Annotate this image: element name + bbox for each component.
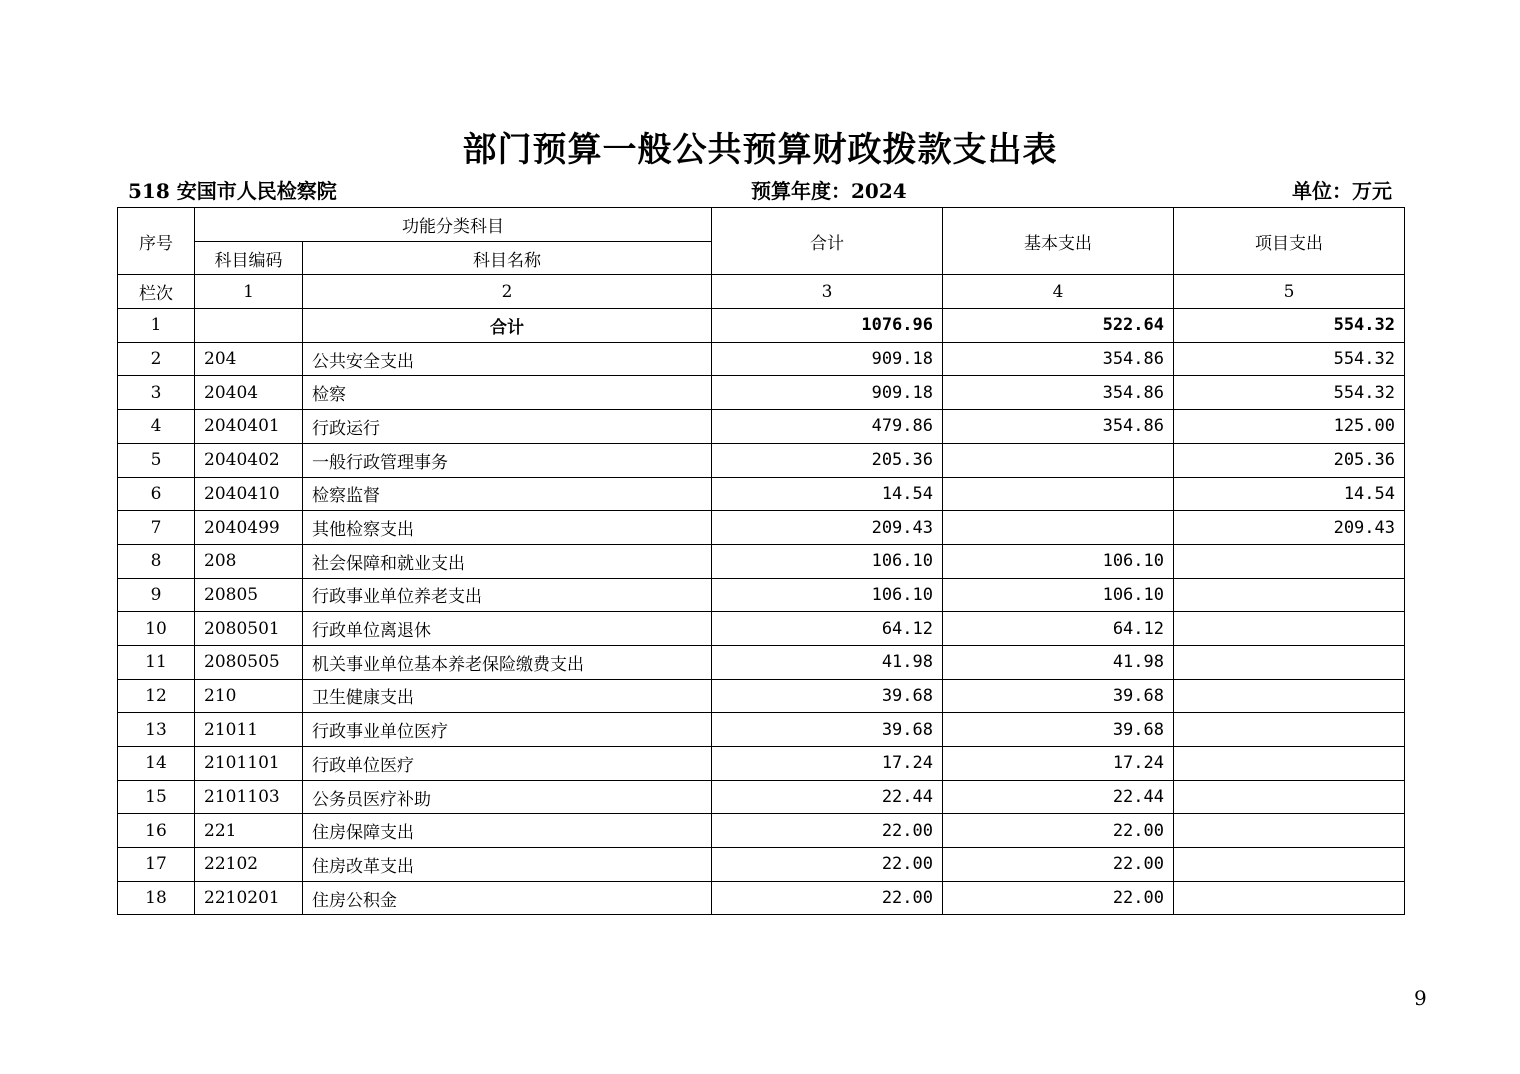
row-seq: 16 (118, 814, 195, 848)
header-project: 项目支出 (1174, 208, 1405, 275)
row-project (1174, 881, 1405, 915)
row-basic (943, 511, 1174, 545)
total-row (118, 309, 1405, 343)
row-basic: 354.86 (943, 342, 1174, 376)
table-row (118, 645, 1405, 679)
table-row (118, 477, 1405, 511)
row-subject-code: 2040499 (195, 511, 303, 545)
header-row-1 (118, 208, 1405, 242)
row-project: 209.43 (1174, 511, 1405, 545)
row-basic: 17.24 (943, 747, 1174, 781)
unit-label: 单位：万元 (1292, 179, 1392, 203)
table-row (118, 612, 1405, 646)
row-basic: 39.68 (943, 679, 1174, 713)
row-subject-name: 机关事业单位基本养老保险缴费支出 (303, 645, 712, 679)
row-project (1174, 747, 1405, 781)
row-total: 1076.96 (712, 309, 943, 343)
row-seq: 3 (118, 376, 195, 410)
row-subject-code: 20404 (195, 376, 303, 410)
row-total: 22.00 (712, 848, 943, 882)
row-subject-name: 社会保障和就业支出 (303, 544, 712, 578)
row-project (1174, 814, 1405, 848)
table-row (118, 376, 1405, 410)
row-basic: 64.12 (943, 612, 1174, 646)
table-row (118, 747, 1405, 781)
table-row (118, 713, 1405, 747)
row-project (1174, 578, 1405, 612)
row-subject-code: 2210201 (195, 881, 303, 915)
row-seq: 6 (118, 477, 195, 511)
row-total: 22.44 (712, 780, 943, 814)
row-total: 106.10 (712, 578, 943, 612)
row-project (1174, 544, 1405, 578)
row-project: 554.32 (1174, 309, 1405, 343)
row-subject-name: 住房公积金 (303, 881, 712, 915)
row-basic (943, 477, 1174, 511)
row-basic: 41.98 (943, 645, 1174, 679)
row-seq: 15 (118, 780, 195, 814)
row-project: 125.00 (1174, 410, 1405, 444)
table-row (118, 814, 1405, 848)
row-total: 14.54 (712, 477, 943, 511)
row-seq: 2 (118, 342, 195, 376)
row-subject-code (195, 309, 303, 343)
column-number-4: 4 (943, 275, 1174, 309)
row-basic: 106.10 (943, 544, 1174, 578)
row-project (1174, 780, 1405, 814)
budget-year: 预算年度：2024 (751, 179, 907, 203)
row-basic: 22.00 (943, 814, 1174, 848)
row-project: 554.32 (1174, 342, 1405, 376)
row-basic: 354.86 (943, 376, 1174, 410)
row-total: 209.43 (712, 511, 943, 545)
table-row (118, 881, 1405, 915)
row-basic: 22.00 (943, 881, 1174, 915)
table-row (118, 544, 1405, 578)
document-title: 部门预算一般公共预算财政拨款支出表 (462, 130, 1058, 170)
row-seq: 14 (118, 747, 195, 781)
header-subject-code: 科目编码 (195, 241, 303, 275)
row-seq: 5 (118, 443, 195, 477)
table-row (118, 410, 1405, 444)
row-basic: 522.64 (943, 309, 1174, 343)
table-row (118, 443, 1405, 477)
row-subject-code: 22102 (195, 848, 303, 882)
row-seq: 7 (118, 511, 195, 545)
column-number-2: 2 (303, 275, 712, 309)
row-total: 909.18 (712, 342, 943, 376)
row-subject-code: 221 (195, 814, 303, 848)
row-total: 39.68 (712, 713, 943, 747)
column-number-1: 1 (195, 275, 303, 309)
table-row (118, 848, 1405, 882)
row-total: 205.36 (712, 443, 943, 477)
row-seq: 1 (118, 309, 195, 343)
column-number-3: 3 (712, 275, 943, 309)
row-seq: 18 (118, 881, 195, 915)
row-project (1174, 612, 1405, 646)
row-project: 554.32 (1174, 376, 1405, 410)
header-subject-name: 科目名称 (303, 241, 712, 275)
row-project (1174, 713, 1405, 747)
row-project (1174, 679, 1405, 713)
row-basic: 354.86 (943, 410, 1174, 444)
row-subject-name: 行政单位医疗 (303, 747, 712, 781)
row-basic: 106.10 (943, 578, 1174, 612)
row-subject-name: 住房保障支出 (303, 814, 712, 848)
row-total: 22.00 (712, 881, 943, 915)
row-seq: 12 (118, 679, 195, 713)
row-subject-code: 21011 (195, 713, 303, 747)
table-row (118, 780, 1405, 814)
row-basic: 22.00 (943, 848, 1174, 882)
header-seq: 序号 (118, 208, 195, 275)
row-subject-name: 卫生健康支出 (303, 679, 712, 713)
row-basic: 39.68 (943, 713, 1174, 747)
table-row (118, 342, 1405, 376)
row-subject-name: 住房改革支出 (303, 848, 712, 882)
row-total: 22.00 (712, 814, 943, 848)
row-subject-code: 2040402 (195, 443, 303, 477)
row-seq: 4 (118, 410, 195, 444)
row-subject-name: 公共安全支出 (303, 342, 712, 376)
unit-name: 518 安国市人民检察院 (128, 179, 337, 203)
row-total: 39.68 (712, 679, 943, 713)
header-total: 合计 (712, 208, 943, 275)
row-subject-code: 20805 (195, 578, 303, 612)
table-row (118, 679, 1405, 713)
row-subject-name: 行政事业单位医疗 (303, 713, 712, 747)
row-subject-name: 检察 (303, 376, 712, 410)
page-number: 9 (1414, 986, 1427, 1010)
table-row (118, 511, 1405, 545)
row-subject-code: 204 (195, 342, 303, 376)
row-subject-name: 行政运行 (303, 410, 712, 444)
row-total: 64.12 (712, 612, 943, 646)
row-subject-name: 公务员医疗补助 (303, 780, 712, 814)
column-number-5: 5 (1174, 275, 1405, 309)
row-seq: 17 (118, 848, 195, 882)
column-number-row (118, 275, 1405, 309)
row-seq: 10 (118, 612, 195, 646)
budget-table (117, 207, 1405, 915)
row-total: 479.86 (712, 410, 943, 444)
row-project: 14.54 (1174, 477, 1405, 511)
row-total: 106.10 (712, 544, 943, 578)
row-subject-name: 其他检察支出 (303, 511, 712, 545)
row-basic (943, 443, 1174, 477)
column-number-label: 栏次 (118, 275, 195, 309)
row-seq: 11 (118, 645, 195, 679)
row-subject-code: 2101101 (195, 747, 303, 781)
row-total: 17.24 (712, 747, 943, 781)
row-project (1174, 848, 1405, 882)
row-subject-name: 合计 (303, 309, 712, 343)
row-subject-code: 2040410 (195, 477, 303, 511)
row-seq: 8 (118, 544, 195, 578)
row-subject-code: 2080505 (195, 645, 303, 679)
row-project (1174, 645, 1405, 679)
header-basic: 基本支出 (943, 208, 1174, 275)
row-subject-code: 2080501 (195, 612, 303, 646)
row-project: 205.36 (1174, 443, 1405, 477)
row-subject-name: 行政单位离退休 (303, 612, 712, 646)
row-subject-name: 检察监督 (303, 477, 712, 511)
header-function-category: 功能分类科目 (195, 208, 712, 242)
row-seq: 13 (118, 713, 195, 747)
row-subject-name: 行政事业单位养老支出 (303, 578, 712, 612)
table-row (118, 578, 1405, 612)
row-total: 909.18 (712, 376, 943, 410)
row-subject-name: 一般行政管理事务 (303, 443, 712, 477)
row-subject-code: 2040401 (195, 410, 303, 444)
row-subject-code: 210 (195, 679, 303, 713)
row-seq: 9 (118, 578, 195, 612)
row-total: 41.98 (712, 645, 943, 679)
row-subject-code: 2101103 (195, 780, 303, 814)
row-basic: 22.44 (943, 780, 1174, 814)
row-subject-code: 208 (195, 544, 303, 578)
